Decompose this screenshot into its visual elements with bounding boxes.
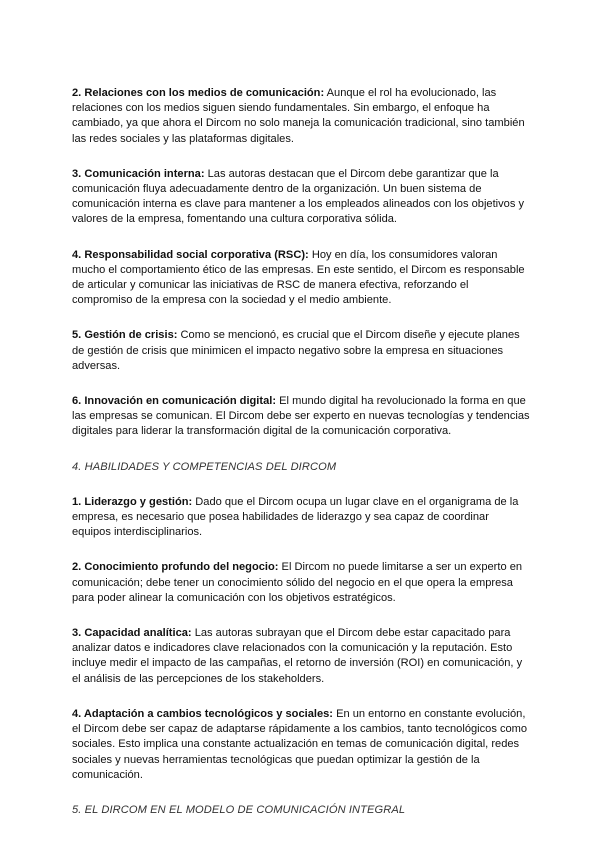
paragraph-title: 3. Capacidad analítica: <box>72 627 192 640</box>
paragraph-body: El Dircom no puede limitarse a ser un experto en comunicación; debe tener un conocimiento sólido del negocio en el que opera la empresa para poder alinear la comunicación con los objetivos estratégicos. <box>72 561 523 604</box>
paragraph-title: 3. Comunicación interna: <box>72 167 205 180</box>
paragraph-body: Aunque el rol ha evolucionado, las relaciones con los medios siguen siendo fundamentales. Sin embargo, el enfoque ha cambiado, ya que ahora el Dircom no solo maneja la comunicación tradicional, sino también las redes sociales y las plataformas digitales. <box>72 87 525 145</box>
paragraph-body: En un entorno en constante evolución, el Dircom debe ser capaz de adaptarse rápidamente a los cambios, tanto tecnológicos como sociales. Esto implica una constante actualización en temas de comunicación digital, redes sociales y nuevas herramientas tecnológicas que puedan optimizar la gestión de la comunicación. <box>72 707 528 781</box>
paragraph-title: 2. Relaciones con los medios de comunicación: <box>72 87 325 99</box>
paragraph-body: Hoy en día, los consumidores valoran mucho el comportamiento ético de las empresas. En este sentido, el Dircom es responsable de articular y comunicar las iniciativas de RSC de manera efectiva, reforzando el compromiso de la empresa con la sociedad y el medio ambiente. <box>72 248 525 307</box>
paragraph-title: 2. Conocimiento profundo del negocio: <box>72 561 279 574</box>
paragraph-title: 4. Responsabilidad social corporativa (RSC): <box>72 248 309 261</box>
paragraph-body: Como se mencionó, es crucial que el Dircom diseñe y ejecute planes de gestión de crisis que minimicen el impacto negativo sobre la empresa en situaciones adversas. <box>72 329 520 372</box>
paragraph-internal-communication <box>72 167 530 228</box>
paragraph-title: 1. Liderazgo y gestión: <box>72 495 193 508</box>
document-page <box>72 86 530 838</box>
paragraph-adaptation <box>72 707 530 783</box>
paragraph-digital-innovation <box>72 394 530 440</box>
paragraph-title: 6. Innovación en comunicación digital: <box>72 395 277 408</box>
paragraph-media-relations <box>72 86 530 147</box>
paragraph-body: Las autoras subrayan que el Dircom debe estar capacitado para analizar datos e indicadores clave relacionados con la comunicación y la reputación. Esto incluye medir el impacto de las campañas, el retorno de inversión (ROI) en comunicación, y el análisis de las percepciones de los stakeholders. <box>72 627 523 685</box>
paragraph-business-knowledge <box>72 560 530 606</box>
paragraph-body: Dado que el Dircom ocupa un lugar clave en el organigrama de la empresa, es necesario que posea habilidades de liderazgo y sea capaz de coordinar equipos interdisciplinarios. <box>72 495 519 539</box>
section-heading-skills: 4. HABILIDADES Y COMPETENCIAS DEL DIRCOM <box>72 460 337 473</box>
paragraph-body: Las autoras destacan que el Dircom debe garantizar que la comunicación fluya adecuadamente dentro de la organización. Un buen sistema de comunicación interna es clave para mantener a los empleados alineados con los objetivos y valores de la empresa, fomentando una cultura corporativa sólida. <box>72 167 525 226</box>
paragraph-analytical-capacity <box>72 626 530 687</box>
paragraph-title: 5. Gestión de crisis: <box>72 329 178 342</box>
paragraph-csr <box>72 248 530 309</box>
paragraph-leadership <box>72 495 530 541</box>
section-heading-integral-model: 5. EL DIRCOM EN EL MODELO DE COMUNICACIÓN INTEGRAL <box>72 803 406 816</box>
paragraph-title: 4. Adaptación a cambios tecnológicos y sociales: <box>72 707 333 720</box>
paragraph-crisis-management <box>72 328 530 374</box>
paragraph-body: El mundo digital ha revolucionado la forma en que las empresas se comunican. El Dircom debe ser experto en nuevas tecnologías y tendencias digitales para liderar la transformación digital de la comunicación corporativa. <box>72 395 530 438</box>
